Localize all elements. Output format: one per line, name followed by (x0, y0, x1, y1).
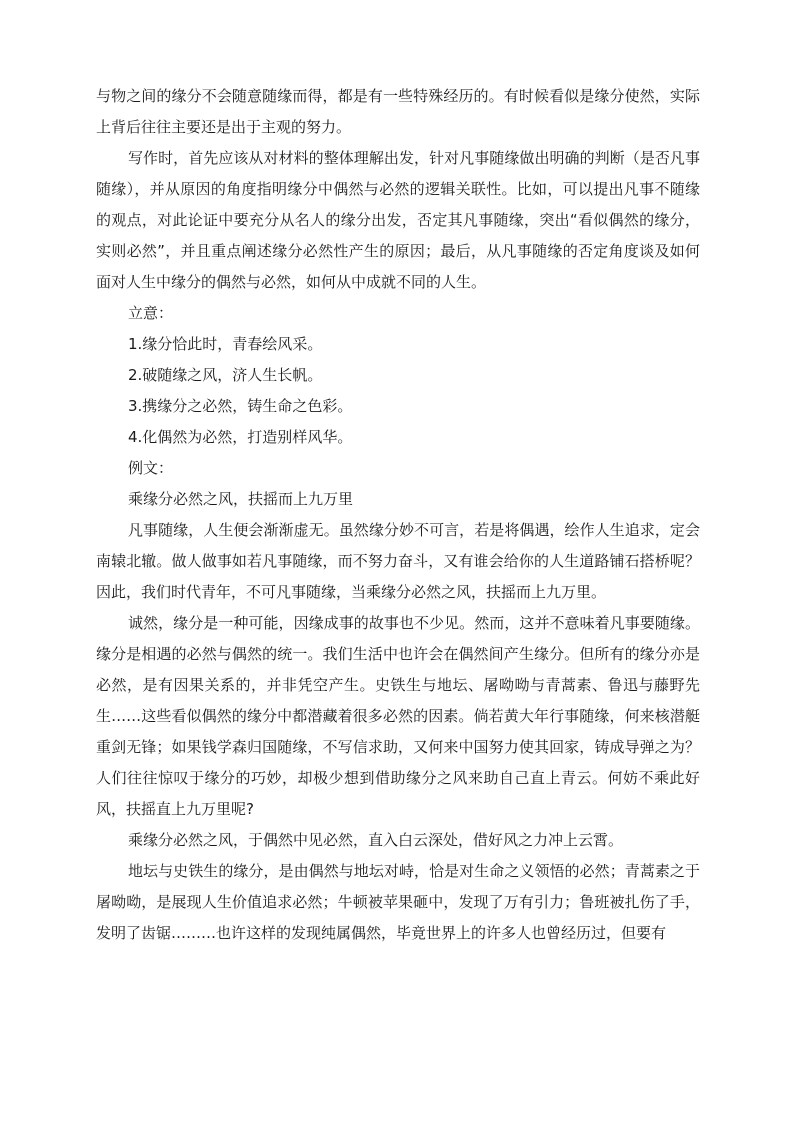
theme-item-1: 1.缘分恰此时，青春绘风采。 (128, 335, 323, 353)
paragraph-writing-guidance: 写作时，首先应该从对材料的整体理解出发，针对凡事随缘做出明确的判断（是否凡事随缘），并从原因的角度指明缘分中偶然与必然的逻辑关联性。比如，可以提出凡事不随缘的观点，对此论证中要充分从名人的缘分出发，否定其凡事随缘，突出“看似偶然的缘分，实则必然”，并且重点阐述缘分必然性产生的原因；最后，从凡事随缘的否定角度谈及如何面对人生中缘分的偶然与必然，如何从中成就不同的人生。 (96, 149, 700, 291)
theme-item-2: 2.破随缘之风，济人生长帆。 (128, 366, 323, 384)
essay-paragraph-3: 乘缘分必然之风，于偶然中见必然，直入白云深处，借好风之力冲上云霄。 (128, 831, 624, 849)
heading-theme: 立意： (128, 304, 174, 322)
document-body (96, 81, 700, 949)
theme-item-3: 3.携缘分之必然，铸生命之色彩。 (128, 397, 353, 415)
essay-paragraph-2: 诚然，缘分是一种可能，因缘成事的故事也不少见。然而，这并不意味着凡事要随缘。缘分是相遇的必然与偶然的统一。我们生活中也许会在偶然间产生缘分。但所有的缘分亦是必然，是有因果关系的，并非凭空产生。史铁生与地坛、屠呦呦与青蒿素、鲁迅与藤野先生……这些看似偶然的缘分中都潜藏着很多必然的因素。倘若黄大年行事随缘，何来核潜艇重剑无锋；如果钱学森归国随缘，不写信求助，又何来中国努力使其回家，铸成导弹之为？人们往往惊叹于缘分的巧妙，却极少想到借助缘分之风来助自己直上青云。何妨不乘此好风，扶摇直上九万里呢? (96, 614, 700, 818)
essay-paragraph-1: 凡事随缘，人生便会渐渐虚无。虽然缘分妙不可言，若是将偶遇，绘作人生追求，定会南辕北辙。做人做事如若凡事随缘，而不努力奋斗，又有谁会给你的人生道路铺石搭桥呢？因此，我们时代青年，不可凡事随缘，当乘缘分必然之风，扶摇而上九万里。 (96, 521, 700, 601)
essay-title: 乘缘分必然之风，扶摇而上九万里 (128, 490, 354, 508)
theme-item-4: 4.化偶然为必然，打造别样风华。 (128, 428, 353, 446)
paragraph-continuation: 与物之间的缘分不会随意随缘而得，都是有一些特殊经历的。有时候看似是缘分使然，实际上背后往往主要还是出于主观的努力。 (96, 87, 700, 136)
heading-sample-essay: 例文： (128, 459, 174, 477)
essay-paragraph-4: 地坛与史铁生的缘分，是由偶然与地坛对峙，恰是对生命之义领悟的必然；青蒿素之于屠呦呦，是展现人生价值追求必然；牛顿被苹果砸中，发现了万有引力；鲁班被扎伤了手，发明了齿锯………也许这样的发现纯属偶然，毕竟世界上的许多人也曾经历过，但要有 (96, 862, 700, 942)
